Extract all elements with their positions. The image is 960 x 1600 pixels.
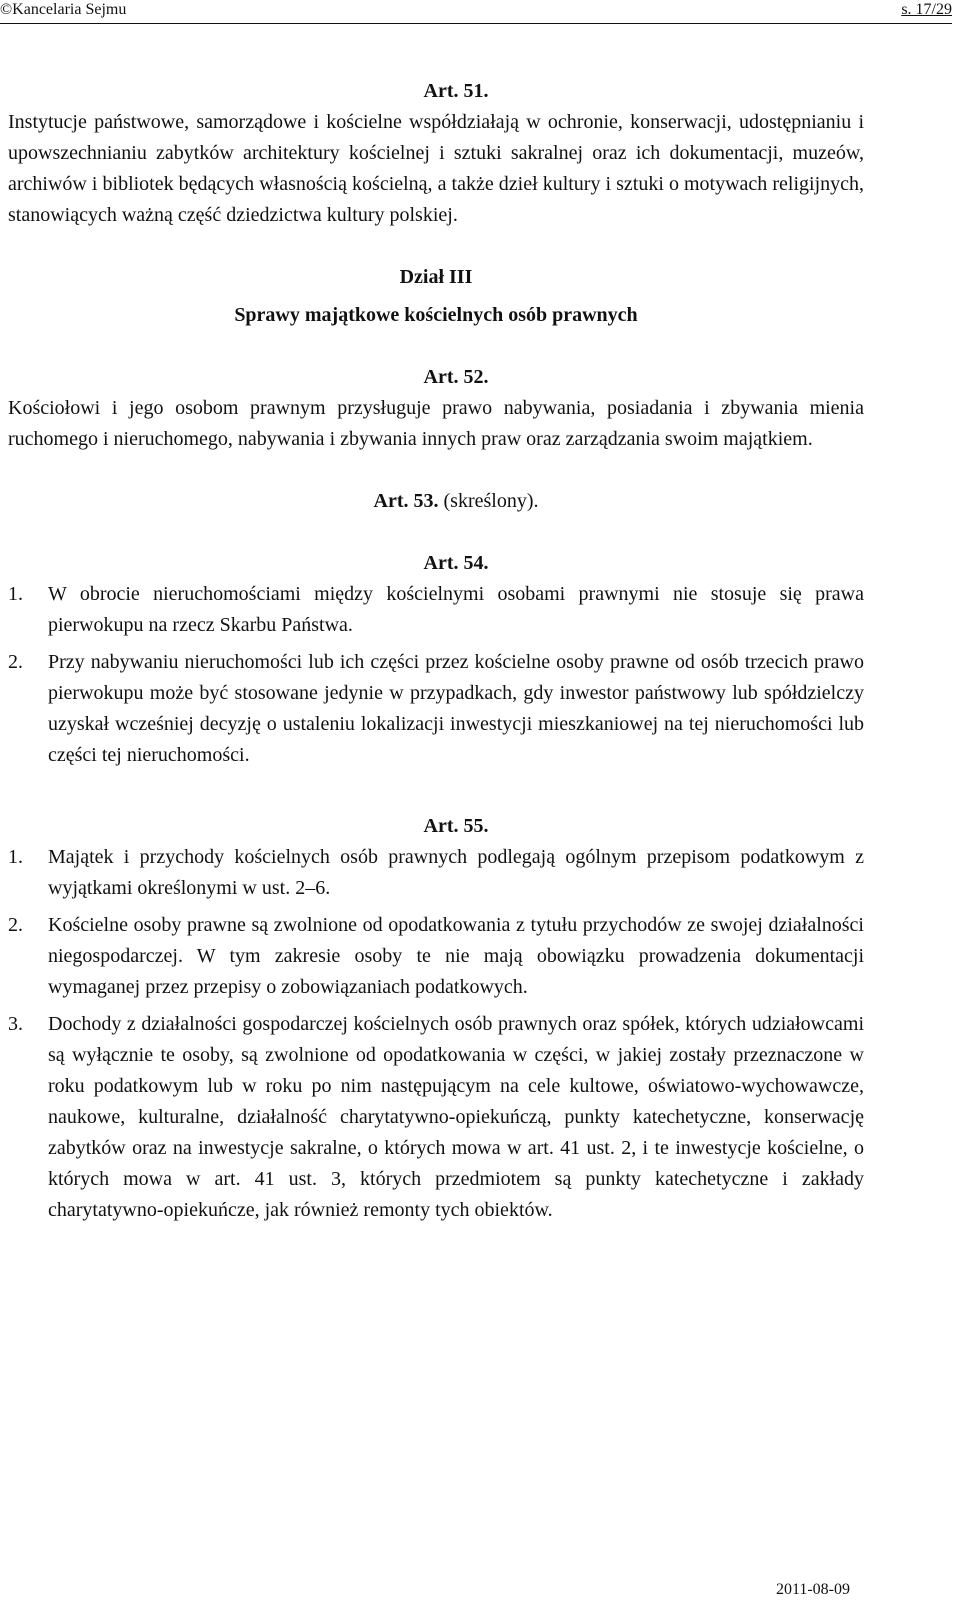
item-number: 2.: [8, 914, 23, 936]
list-item: [8, 647, 864, 771]
article-51-title: Art. 51.: [423, 80, 489, 102]
article-51-text: Instytucje państwowe, samorządowe i kościelne współdziałają w ochronie, konserwacji, udostępnianiu i upowszechnianiu zabytków architektury kościelnej i sztuki sakralnej oraz ich dokumentacji, muzeów, archiwów i bibliotek będących własnością kościelną, a także dzieł kultury i sztuki o motywach religijnych, stanowiących ważną część dziedzictwa kultury polskiej.: [8, 111, 864, 226]
article-51: [8, 76, 864, 231]
item-number: 2.: [8, 651, 23, 673]
list-item: [8, 910, 864, 1003]
article-52-text: Kościołowi i jego osobom prawnym przysługuje prawo nabywania, posiadania i zbywania mienia ruchomego i nieruchomego, nabywania i zbywania innych praw oraz zarządzania swoim majątkiem.: [8, 397, 864, 450]
page-number-link[interactable]: s. 17/29: [901, 1, 952, 18]
article-53-number: Art. 53.: [373, 490, 439, 512]
section-title: Sprawy majątkowe kościelnych osób prawnych: [234, 304, 638, 326]
article-55-title: Art. 55.: [423, 815, 489, 837]
article-54: [8, 548, 864, 771]
item-number: 1.: [8, 583, 23, 605]
article-55: [8, 811, 864, 1226]
list-item: [8, 579, 864, 641]
article-54-title: Art. 54.: [423, 552, 489, 574]
header-divider: [0, 23, 952, 24]
item-text: Majątek i przychody kościelnych osób prawnych podlegają ogólnym przepisom podatkowym z wyjątkami określonymi w ust. 2–6.: [48, 846, 864, 899]
article-52-title: Art. 52.: [423, 366, 489, 388]
item-number: 3.: [8, 1013, 23, 1035]
item-text: Dochody z działalności gospodarczej kościelnych osób prawnych oraz spółek, których udziałowcami są wyłącznie te osoby, są zwolnione od opodatkowania w części, w jakiej zostały przeznaczone w roku podatkowym lub w roku po nim następującym na cele kultowe, oświatowo-wychowawcze, naukowe, kulturalne, działalność charytatywno-opiekuńczą, punkty katechetyczne, konserwację zabytków oraz na inwestycje sakralne, o których mowa w art. 41 ust. 2, i te inwestycje kościelne, o których mowa w art. 41 ust. 3, których przedmiotem są punkty katechetyczne i zakłady charytatywno-opiekuńcze, jak również remonty tych obiektów.: [48, 1013, 864, 1221]
section-dzial-iii: [8, 262, 864, 331]
document-body: [8, 76, 864, 1232]
item-text: Przy nabywaniu nieruchomości lub ich części przez kościelne osoby prawne od osób trzecich prawo pierwokupu może być stosowane jedynie w przypadkach, gdy inwestor państwowy lub spółdzielczy uzyskał wcześniej decyzję o ustaleniu lokalizacji inwestycji mieszkaniowej na tej nieruchomości lub części tej nieruchomości.: [48, 651, 864, 766]
article-53-title: [8, 486, 864, 517]
list-item: [8, 1009, 864, 1226]
article-53: [8, 486, 864, 517]
article-53-status: (skreślony).: [443, 490, 539, 512]
section-number: Dział III: [399, 266, 473, 288]
footer-date: 2011-08-09: [775, 1581, 850, 1598]
article-52: [8, 362, 864, 455]
article-55-items: [8, 842, 864, 1226]
item-number: 1.: [8, 846, 23, 868]
list-item: [8, 842, 864, 904]
item-text: Kościelne osoby prawne są zwolnione od opodatkowania z tytułu przychodów ze swojej działalności niegospodarczej. W tym zakresie osoby te nie mają obowiązku prowadzenia dokumentacji wymaganej przez przepisy o zobowiązaniach podatkowych.: [48, 914, 864, 998]
item-text: W obrocie nieruchomościami między kościelnymi osobami prawnymi nie stosuje się prawa pierwokupu na rzecz Skarbu Państwa.: [48, 583, 864, 636]
source-label: ©Kancelaria Sejmu: [0, 1, 127, 18]
page-header: [0, 0, 952, 24]
article-54-items: [8, 579, 864, 771]
